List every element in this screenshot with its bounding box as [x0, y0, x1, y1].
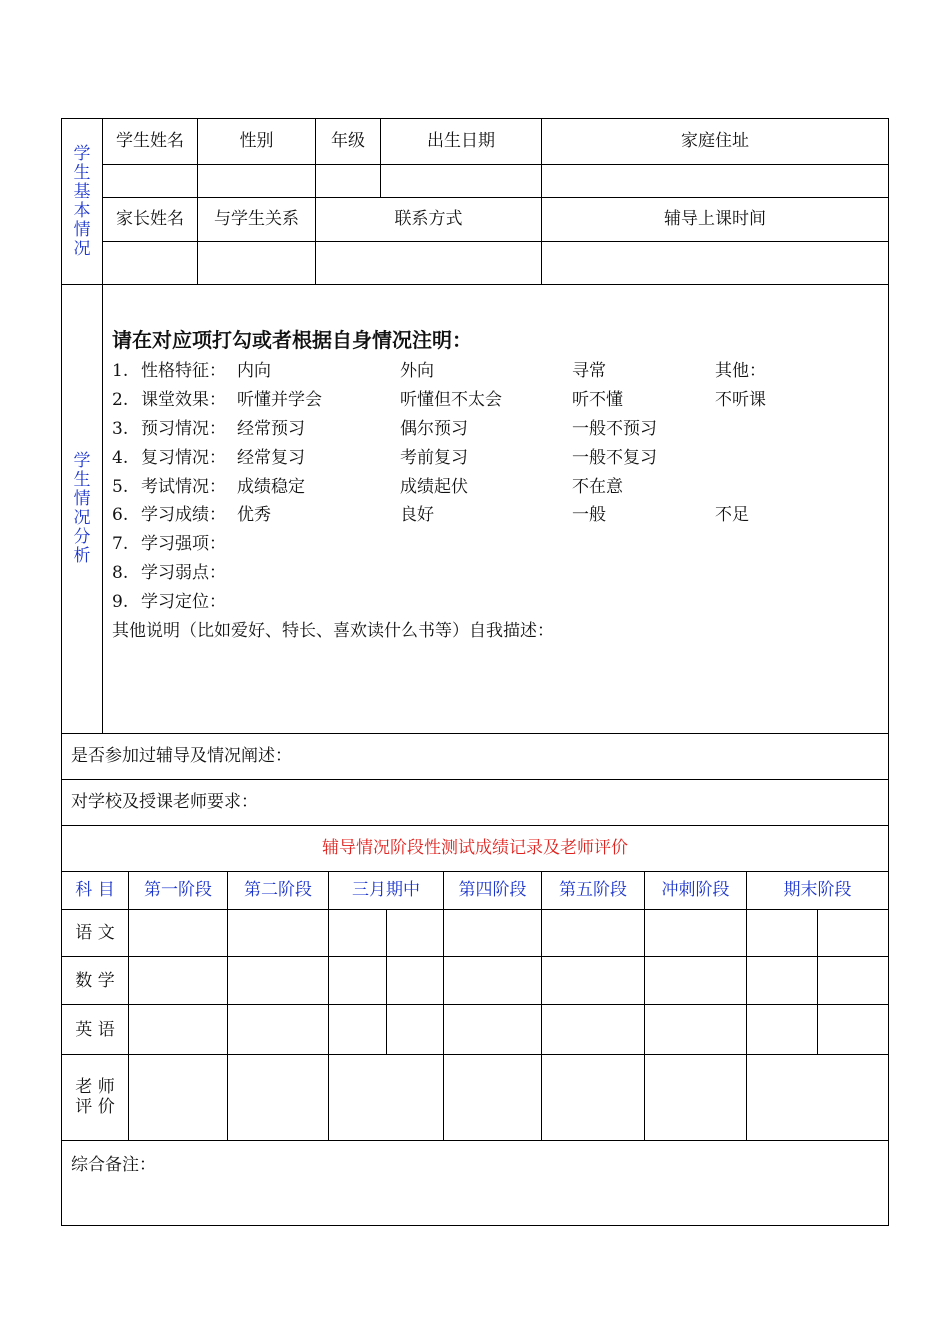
item-label: 考试情况：	[141, 477, 226, 497]
item-option[interactable]: 听不懂	[572, 390, 623, 410]
item-label: 学习强项：	[141, 534, 226, 554]
header-midterm: 三月期中	[352, 880, 420, 900]
requirements-label: 对学校及授课老师要求：	[71, 792, 258, 812]
item-option[interactable]: 不足	[715, 505, 749, 525]
header-contact: 联系方式	[394, 209, 463, 229]
subject-math: 数 学	[75, 971, 115, 991]
item-label: 学习成绩：	[141, 505, 226, 525]
item-option[interactable]: 其他：	[715, 361, 766, 381]
field-contact[interactable]	[316, 242, 541, 284]
field-student-name[interactable]	[103, 165, 197, 197]
item-option[interactable]: 一般不复习	[572, 448, 657, 468]
field-home-address[interactable]	[542, 165, 888, 197]
section-label-basic-info: 学生基本情况	[73, 144, 91, 259]
item-option[interactable]: 不听课	[715, 390, 766, 410]
item-number: 2.	[112, 390, 129, 410]
item-number: 7.	[112, 534, 129, 554]
field-class-time[interactable]	[542, 242, 888, 284]
section-label-analysis: 学生情况分析	[73, 451, 91, 566]
item-number: 4.	[112, 448, 129, 468]
analysis-instruction: 请在对应项打勾或者根据自身情况注明：	[112, 328, 472, 352]
records-title: 辅导情况阶段性测试成绩记录及老师评价	[322, 838, 628, 858]
header-birth-date: 出生日期	[427, 131, 495, 151]
header-student-name: 学生姓名	[116, 131, 184, 151]
item-label: 预习情况：	[141, 419, 226, 439]
item-number: 8.	[112, 563, 129, 583]
item-option[interactable]: 成绩起伏	[400, 477, 468, 497]
item-label: 复习情况：	[141, 448, 226, 468]
analysis-other-note: 其他说明（比如爱好、特长、喜欢读什么书等）自我描述：	[112, 621, 554, 641]
item-option[interactable]: 内向	[237, 361, 271, 381]
header-sprint: 冲刺阶段	[661, 880, 730, 900]
field-relationship[interactable]	[198, 242, 315, 284]
item-option[interactable]: 一般不预习	[572, 419, 657, 439]
item-option[interactable]: 成绩稳定	[237, 477, 305, 497]
item-label: 性格特征：	[141, 361, 226, 381]
header-stage-2: 第二阶段	[244, 880, 312, 900]
item-number: 3.	[112, 419, 129, 439]
header-gender: 性别	[239, 131, 274, 151]
field-parent-name[interactable]	[103, 242, 197, 284]
item-number: 1.	[112, 361, 129, 381]
tutoring-history-label: 是否参加过辅导及情况阐述：	[71, 746, 292, 766]
field-grade[interactable]	[316, 165, 380, 197]
header-subject: 科 目	[75, 880, 115, 900]
header-home-address: 家庭住址	[681, 131, 749, 151]
header-stage-4: 第四阶段	[458, 880, 527, 900]
header-stage-5: 第五阶段	[559, 880, 627, 900]
item-option[interactable]: 经常预习	[237, 419, 305, 439]
header-parent-name: 家长姓名	[116, 209, 184, 229]
item-number: 9.	[112, 592, 129, 612]
item-label: 学习定位：	[141, 592, 226, 612]
item-number: 5.	[112, 477, 129, 497]
field-gender[interactable]	[198, 165, 315, 197]
remarks-label: 综合备注：	[71, 1155, 156, 1175]
item-label: 课堂效果：	[141, 390, 226, 410]
item-option[interactable]: 偶尔预习	[400, 419, 468, 439]
item-option[interactable]: 优秀	[237, 505, 271, 525]
item-number: 6.	[112, 505, 129, 525]
subject-english: 英 语	[75, 1020, 115, 1040]
header-class-time: 辅导上课时间	[664, 209, 766, 229]
field-birth-date[interactable]	[381, 165, 541, 197]
subject-chinese: 语 文	[75, 923, 115, 943]
header-grade: 年级	[331, 131, 365, 151]
item-option[interactable]: 外向	[400, 361, 434, 381]
teacher-eval-line2: 评 价	[75, 1097, 115, 1117]
item-option[interactable]: 经常复习	[237, 448, 305, 468]
item-option[interactable]: 听懂并学会	[237, 390, 322, 410]
item-label: 学习弱点：	[141, 563, 226, 583]
header-final: 期末阶段	[783, 880, 852, 900]
teacher-eval-line1: 老 师	[75, 1077, 115, 1097]
header-stage-1: 第一阶段	[144, 880, 212, 900]
item-option[interactable]: 一般	[572, 505, 606, 525]
item-option[interactable]: 良好	[400, 505, 434, 525]
header-relationship: 与学生关系	[214, 209, 299, 229]
item-option[interactable]: 考前复习	[400, 448, 468, 468]
item-option[interactable]: 听懂但不太会	[400, 390, 502, 410]
item-option[interactable]: 寻常	[572, 361, 606, 381]
item-option[interactable]: 不在意	[572, 477, 623, 497]
